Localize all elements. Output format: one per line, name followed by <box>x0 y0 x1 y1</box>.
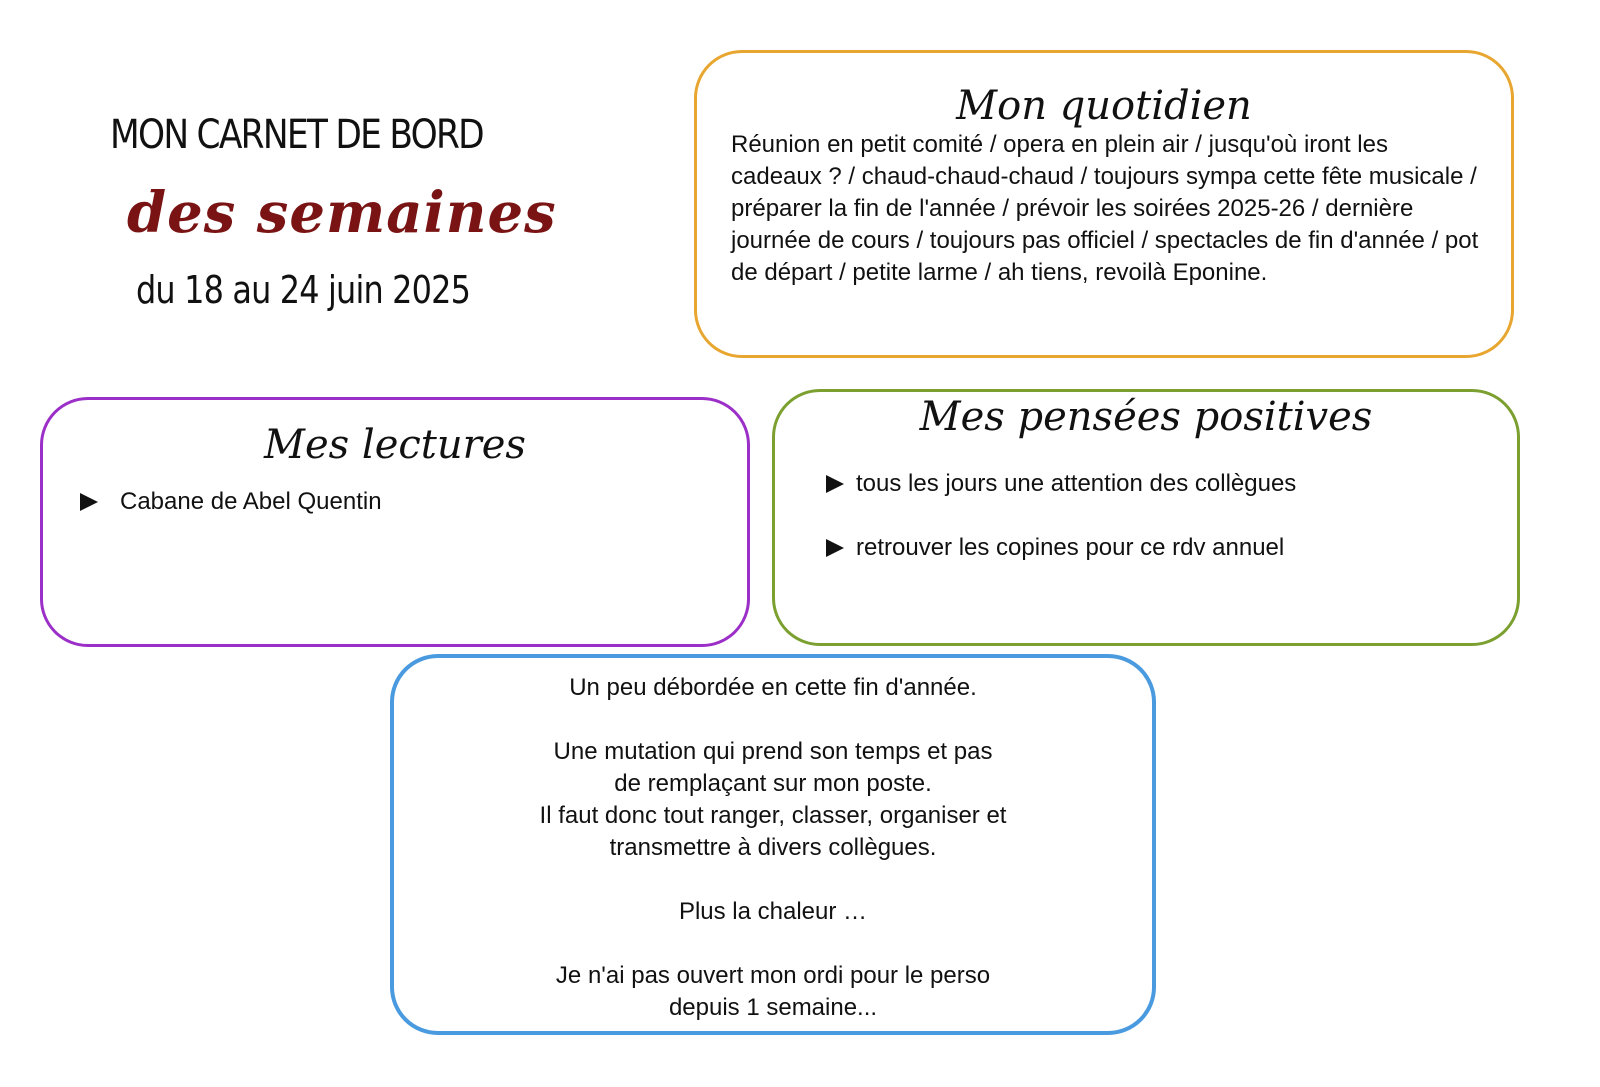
notes-paragraph <box>394 896 1152 928</box>
notes-line: depuis 1 semaine... <box>668 994 878 1021</box>
notes-paragraph <box>394 672 1152 704</box>
reading-item-label: Cabane de Abel Quentin <box>120 488 382 515</box>
notes-paragraph <box>394 960 1152 1024</box>
reading-box <box>40 397 750 647</box>
daily-box <box>694 50 1514 358</box>
positive-heading: Mes pensées positives <box>919 394 1373 440</box>
page-title: MON CARNET DE BORD <box>110 112 483 158</box>
notes-line: Un peu débordée en cette fin d'année. <box>569 674 977 701</box>
reading-list <box>80 488 382 516</box>
notes-paragraph <box>394 736 1152 864</box>
positive-box <box>772 389 1520 646</box>
bullet-triangle-icon <box>80 493 98 511</box>
notes-line: transmettre à divers collègues. <box>609 834 937 861</box>
reading-heading: Mes lectures <box>264 422 526 468</box>
daily-heading: Mon quotidien <box>956 83 1252 129</box>
notes-line: Il faut donc tout ranger, classer, organiser et <box>539 802 1007 829</box>
reading-item <box>80 488 382 516</box>
positive-item <box>826 532 1296 564</box>
bullet-triangle-icon <box>826 539 844 557</box>
date-range: du 18 au 24 juin 2025 <box>136 268 471 312</box>
notes-line: Je n'ai pas ouvert mon ordi pour le perso <box>555 962 991 989</box>
notes-box <box>390 654 1156 1035</box>
notes-line: Une mutation qui prend son temps et pas <box>553 738 993 765</box>
notes-line: de remplaçant sur mon poste. <box>614 770 932 797</box>
notes-text <box>394 672 1152 1024</box>
positive-item-label: retrouver les copines pour ce rdv annuel <box>856 534 1285 561</box>
positive-item-label: tous les jours une attention des collègues <box>856 470 1297 497</box>
positive-list <box>826 468 1296 596</box>
daily-text: Réunion en petit comité / opera en plein air / jusqu'où iront les cadeaux ? / chaud-chaud-chaud / toujours sympa cette fête musicale / préparer la fin de l'année / prévoir les soirées 2025-26 / dernière journée de cours / toujours pas officiel / spectacles de fin d'année / pot de départ / petite larme / ah tiens, revoilà Eponine. <box>731 131 1479 286</box>
positive-item <box>826 468 1296 500</box>
bullet-triangle-icon <box>826 475 844 493</box>
page-subtitle: des semaines <box>127 180 557 246</box>
notes-line: Plus la chaleur … <box>678 898 868 925</box>
